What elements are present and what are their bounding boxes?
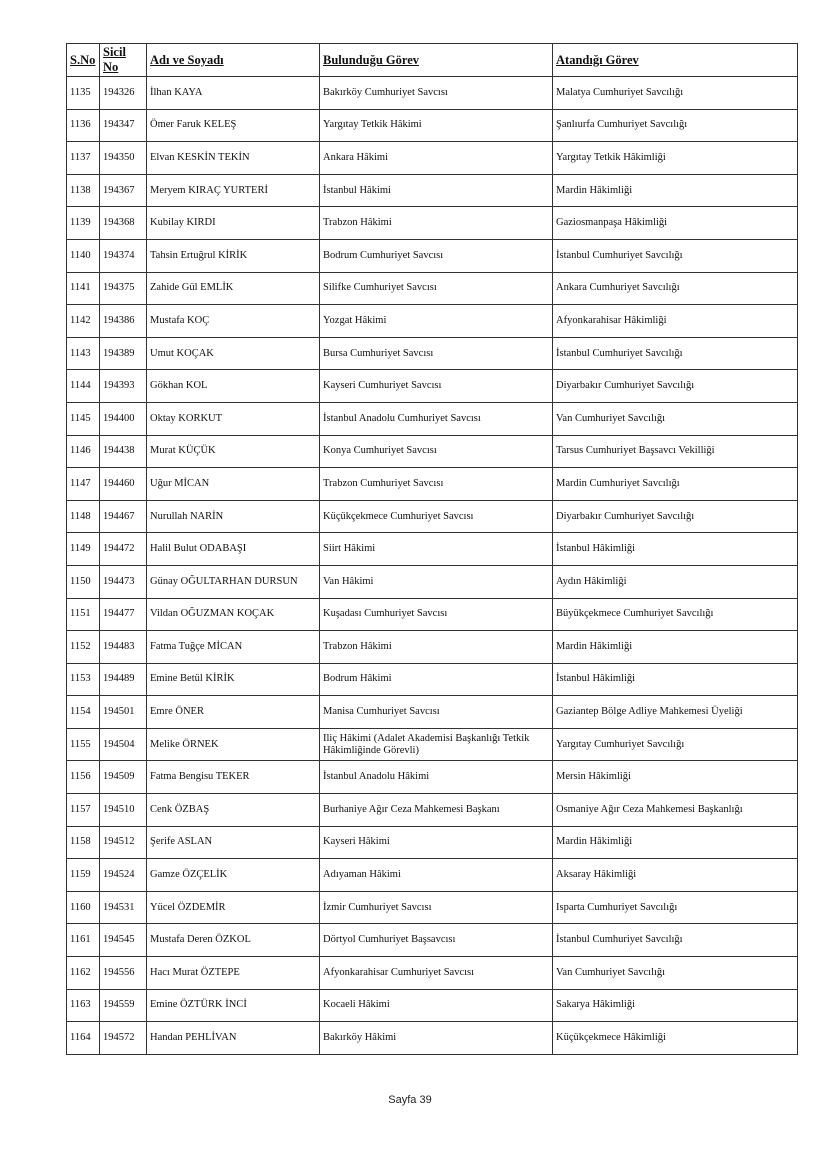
- cell-assigned-position: Diyarbakır Cumhuriyet Savcılığı: [553, 370, 798, 403]
- table-row: [67, 631, 798, 664]
- cell-name: Meryem KIRAÇ YURTERİ: [147, 174, 320, 207]
- cell-sno: 1145: [67, 402, 100, 435]
- cell-name: Halil Bulut ODABAŞI: [147, 533, 320, 566]
- cell-current-position: Kuşadası Cumhuriyet Savcısı: [320, 598, 553, 631]
- table-row: [67, 272, 798, 305]
- cell-sno: 1154: [67, 696, 100, 729]
- cell-current-position: İstanbul Anadolu Hâkimi: [320, 761, 553, 794]
- cell-sicil: 194572: [100, 1022, 147, 1055]
- cell-name: Mustafa KOÇ: [147, 305, 320, 338]
- cell-current-position: Bodrum Hâkimi: [320, 663, 553, 696]
- cell-name: Uğur MİCAN: [147, 468, 320, 501]
- cell-assigned-position: Mardin Hâkimliği: [553, 174, 798, 207]
- cell-sno: 1153: [67, 663, 100, 696]
- cell-assigned-position: Isparta Cumhuriyet Savcılığı: [553, 891, 798, 924]
- cell-assigned-position: Aksaray Hâkimliği: [553, 859, 798, 892]
- cell-sicil: 194504: [100, 728, 147, 761]
- cell-assigned-position: Diyarbakır Cumhuriyet Savcılığı: [553, 500, 798, 533]
- cell-current-position: İstanbul Hâkimi: [320, 174, 553, 207]
- table-body: [67, 77, 798, 1055]
- cell-current-position: Kocaeli Hâkimi: [320, 989, 553, 1022]
- cell-sno: 1160: [67, 891, 100, 924]
- cell-sno: 1149: [67, 533, 100, 566]
- table-row: [67, 957, 798, 990]
- header-current-position: Bulunduğu Görev: [320, 44, 553, 77]
- table-row: [67, 337, 798, 370]
- appointment-table: [66, 43, 798, 1055]
- table-row: [67, 468, 798, 501]
- cell-sno: 1135: [67, 77, 100, 110]
- table-row: [67, 924, 798, 957]
- header-assigned-position: Atandığı Görev: [553, 44, 798, 77]
- cell-name: Emine Betül KİRİK: [147, 663, 320, 696]
- table-row: [67, 109, 798, 142]
- cell-assigned-position: Van Cumhuriyet Savcılığı: [553, 402, 798, 435]
- header-name: Adı ve Soyadı: [147, 44, 320, 77]
- cell-assigned-position: Mersin Hâkimliği: [553, 761, 798, 794]
- cell-sicil: 194350: [100, 142, 147, 175]
- cell-name: Hacı Murat ÖZTEPE: [147, 957, 320, 990]
- cell-name: Gökhan KOL: [147, 370, 320, 403]
- cell-current-position: Konya Cumhuriyet Savcısı: [320, 435, 553, 468]
- cell-assigned-position: Osmaniye Ağır Ceza Mahkemesi Başkanlığı: [553, 794, 798, 827]
- cell-assigned-position: İstanbul Cumhuriyet Savcılığı: [553, 924, 798, 957]
- cell-name: Elvan KESKİN TEKİN: [147, 142, 320, 175]
- cell-current-position: Afyonkarahisar Cumhuriyet Savcısı: [320, 957, 553, 990]
- cell-sno: 1158: [67, 826, 100, 859]
- cell-assigned-position: Küçükçekmece Hâkimliği: [553, 1022, 798, 1055]
- table-row: [67, 859, 798, 892]
- table-row: [67, 728, 798, 761]
- table-row: [67, 77, 798, 110]
- table-row: [67, 565, 798, 598]
- cell-name: Vildan OĞUZMAN KOÇAK: [147, 598, 320, 631]
- cell-sicil: 194531: [100, 891, 147, 924]
- cell-sno: 1146: [67, 435, 100, 468]
- cell-current-position: İstanbul Anadolu Cumhuriyet Savcısı: [320, 402, 553, 435]
- cell-name: Şerife ASLAN: [147, 826, 320, 859]
- cell-sicil: 194545: [100, 924, 147, 957]
- cell-name: Mustafa Deren ÖZKOL: [147, 924, 320, 957]
- cell-assigned-position: İstanbul Cumhuriyet Savcılığı: [553, 337, 798, 370]
- cell-current-position: Yargıtay Tetkik Hâkimi: [320, 109, 553, 142]
- cell-assigned-position: Malatya Cumhuriyet Savcılığı: [553, 77, 798, 110]
- cell-sno: 1151: [67, 598, 100, 631]
- cell-assigned-position: Sakarya Hâkimliği: [553, 989, 798, 1022]
- cell-assigned-position: Aydın Hâkimliği: [553, 565, 798, 598]
- cell-sno: 1162: [67, 957, 100, 990]
- cell-current-position: Adıyaman Hâkimi: [320, 859, 553, 892]
- cell-name: Melike ÖRNEK: [147, 728, 320, 761]
- cell-sno: 1152: [67, 631, 100, 664]
- cell-assigned-position: İstanbul Hâkimliği: [553, 663, 798, 696]
- cell-sicil: 194467: [100, 500, 147, 533]
- cell-sicil: 194483: [100, 631, 147, 664]
- cell-sno: 1143: [67, 337, 100, 370]
- cell-name: Emine ÖZTÜRK İNCİ: [147, 989, 320, 1022]
- cell-current-position: Bursa Cumhuriyet Savcısı: [320, 337, 553, 370]
- cell-current-position: Manisa Cumhuriyet Savcısı: [320, 696, 553, 729]
- cell-sicil: 194510: [100, 794, 147, 827]
- table-row: [67, 891, 798, 924]
- cell-sicil: 194347: [100, 109, 147, 142]
- cell-sicil: 194438: [100, 435, 147, 468]
- cell-sno: 1137: [67, 142, 100, 175]
- cell-current-position: Van Hâkimi: [320, 565, 553, 598]
- cell-current-position: Iliç Hâkimi (Adalet Akademisi Başkanlığı Tetkik Hâkimliğinde Görevli): [320, 728, 553, 761]
- cell-sno: 1148: [67, 500, 100, 533]
- table-row: [67, 533, 798, 566]
- cell-sno: 1150: [67, 565, 100, 598]
- cell-name: Fatma Bengisu TEKER: [147, 761, 320, 794]
- cell-sicil: 194326: [100, 77, 147, 110]
- cell-current-position: Yozgat Hâkimi: [320, 305, 553, 338]
- cell-sicil: 194368: [100, 207, 147, 240]
- cell-sicil: 194367: [100, 174, 147, 207]
- cell-sno: 1141: [67, 272, 100, 305]
- cell-sno: 1156: [67, 761, 100, 794]
- cell-sicil: 194509: [100, 761, 147, 794]
- cell-assigned-position: Afyonkarahisar Hâkimliği: [553, 305, 798, 338]
- cell-name: Fatma Tuğçe MİCAN: [147, 631, 320, 664]
- table-row: [67, 305, 798, 338]
- table-row: [67, 402, 798, 435]
- cell-current-position: Silifke Cumhuriyet Savcısı: [320, 272, 553, 305]
- cell-name: Handan PEHLİVAN: [147, 1022, 320, 1055]
- page-number: Sayfa 39: [388, 1094, 432, 1106]
- cell-current-position: Bakırköy Hâkimi: [320, 1022, 553, 1055]
- cell-sno: 1157: [67, 794, 100, 827]
- cell-current-position: Siirt Hâkimi: [320, 533, 553, 566]
- cell-sno: 1161: [67, 924, 100, 957]
- cell-sicil: 194375: [100, 272, 147, 305]
- table-row: [67, 500, 798, 533]
- cell-name: Günay OĞULTARHAN DURSUN: [147, 565, 320, 598]
- cell-sicil: 194386: [100, 305, 147, 338]
- cell-assigned-position: Tarsus Cumhuriyet Başsavcı Vekilliği: [553, 435, 798, 468]
- cell-name: Zahide Gül EMLİK: [147, 272, 320, 305]
- header-sicil: Sicil No: [100, 44, 147, 77]
- cell-sno: 1140: [67, 239, 100, 272]
- table-row: [67, 1022, 798, 1055]
- cell-name: Gamze ÖZÇELİK: [147, 859, 320, 892]
- cell-name: Yücel ÖZDEMİR: [147, 891, 320, 924]
- cell-current-position: Kayseri Hâkimi: [320, 826, 553, 859]
- cell-current-position: Bodrum Cumhuriyet Savcısı: [320, 239, 553, 272]
- cell-name: Tahsin Ertuğrul KİRİK: [147, 239, 320, 272]
- cell-current-position: Trabzon Hâkimi: [320, 631, 553, 664]
- cell-sicil: 194501: [100, 696, 147, 729]
- table-header-row: [67, 44, 798, 77]
- cell-sno: 1159: [67, 859, 100, 892]
- cell-assigned-position: Yargıtay Tetkik Hâkimliği: [553, 142, 798, 175]
- cell-sno: 1136: [67, 109, 100, 142]
- table-row: [67, 370, 798, 403]
- table-row: [67, 174, 798, 207]
- cell-sicil: 194512: [100, 826, 147, 859]
- cell-sicil: 194460: [100, 468, 147, 501]
- table-row: [67, 826, 798, 859]
- cell-sicil: 194472: [100, 533, 147, 566]
- cell-assigned-position: Yargıtay Cumhuriyet Savcılığı: [553, 728, 798, 761]
- table-row: [67, 663, 798, 696]
- table-row: [67, 696, 798, 729]
- cell-assigned-position: Mardin Hâkimliği: [553, 826, 798, 859]
- cell-name: İlhan KAYA: [147, 77, 320, 110]
- table-row: [67, 761, 798, 794]
- cell-current-position: Ankara Hâkimi: [320, 142, 553, 175]
- cell-assigned-position: Van Cumhuriyet Savcılığı: [553, 957, 798, 990]
- cell-sicil: 194556: [100, 957, 147, 990]
- cell-sicil: 194393: [100, 370, 147, 403]
- cell-sicil: 194559: [100, 989, 147, 1022]
- cell-sicil: 194374: [100, 239, 147, 272]
- cell-assigned-position: Büyükçekmece Cumhuriyet Savcılığı: [553, 598, 798, 631]
- cell-sicil: 194524: [100, 859, 147, 892]
- cell-sicil: 194389: [100, 337, 147, 370]
- cell-current-position: Kayseri Cumhuriyet Savcısı: [320, 370, 553, 403]
- cell-sno: 1155: [67, 728, 100, 761]
- cell-name: Cenk ÖZBAŞ: [147, 794, 320, 827]
- header-sno: S.No: [67, 44, 100, 77]
- cell-current-position: Trabzon Cumhuriyet Savcısı: [320, 468, 553, 501]
- table-row: [67, 239, 798, 272]
- cell-name: Umut KOÇAK: [147, 337, 320, 370]
- cell-assigned-position: İstanbul Hâkimliği: [553, 533, 798, 566]
- cell-assigned-position: Gaziantep Bölge Adliye Mahkemesi Üyeliği: [553, 696, 798, 729]
- cell-current-position: Burhaniye Ağır Ceza Mahkemesi Başkanı: [320, 794, 553, 827]
- table-row: [67, 794, 798, 827]
- cell-current-position: Dörtyol Cumhuriyet Başsavcısı: [320, 924, 553, 957]
- cell-sno: 1138: [67, 174, 100, 207]
- cell-name: Ömer Faruk KELEŞ: [147, 109, 320, 142]
- cell-name: Oktay KORKUT: [147, 402, 320, 435]
- cell-name: Emre ÖNER: [147, 696, 320, 729]
- cell-name: Nurullah NARİN: [147, 500, 320, 533]
- cell-name: Murat KÜÇÜK: [147, 435, 320, 468]
- cell-assigned-position: Şanlıurfa Cumhuriyet Savcılığı: [553, 109, 798, 142]
- cell-name: Kubilay KIRDI: [147, 207, 320, 240]
- cell-current-position: Trabzon Hâkimi: [320, 207, 553, 240]
- cell-assigned-position: Mardin Cumhuriyet Savcılığı: [553, 468, 798, 501]
- cell-current-position: Küçükçekmece Cumhuriyet Savcısı: [320, 500, 553, 533]
- table-row: [67, 598, 798, 631]
- table-row: [67, 142, 798, 175]
- cell-sno: 1164: [67, 1022, 100, 1055]
- cell-sno: 1147: [67, 468, 100, 501]
- cell-sicil: 194473: [100, 565, 147, 598]
- cell-sno: 1142: [67, 305, 100, 338]
- cell-sicil: 194489: [100, 663, 147, 696]
- cell-assigned-position: Gaziosmanpaşa Hâkimliği: [553, 207, 798, 240]
- table-row: [67, 207, 798, 240]
- cell-sno: 1163: [67, 989, 100, 1022]
- cell-sicil: 194400: [100, 402, 147, 435]
- table-row: [67, 989, 798, 1022]
- cell-assigned-position: Mardin Hâkimliği: [553, 631, 798, 664]
- cell-assigned-position: İstanbul Cumhuriyet Savcılığı: [553, 239, 798, 272]
- cell-assigned-position: Ankara Cumhuriyet Savcılığı: [553, 272, 798, 305]
- cell-sno: 1139: [67, 207, 100, 240]
- cell-sicil: 194477: [100, 598, 147, 631]
- cell-current-position: Bakırköy Cumhuriyet Savcısı: [320, 77, 553, 110]
- cell-current-position: İzmir Cumhuriyet Savcısı: [320, 891, 553, 924]
- cell-sno: 1144: [67, 370, 100, 403]
- table-row: [67, 435, 798, 468]
